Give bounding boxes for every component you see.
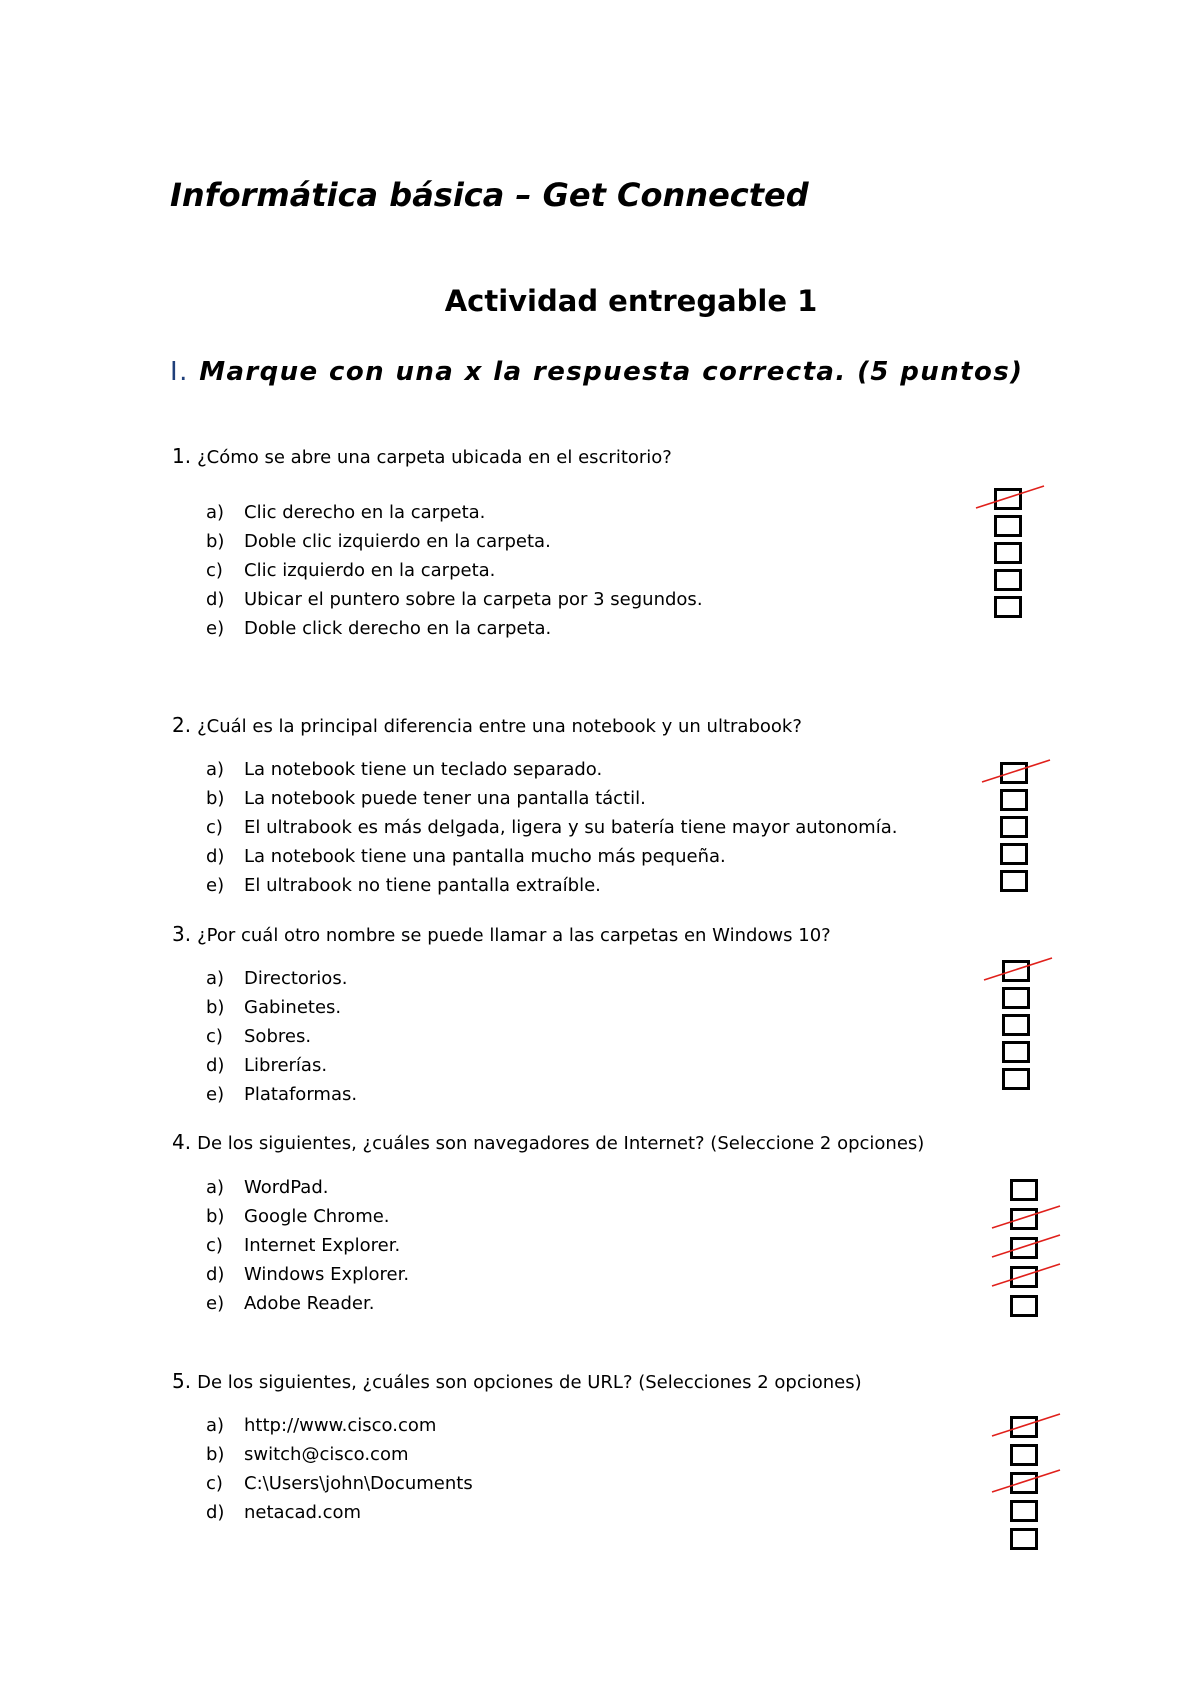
answer-checkbox[interactable] xyxy=(1010,1237,1038,1259)
option-letter: b) xyxy=(206,997,225,1018)
option-text: Adobe Reader. xyxy=(244,1293,375,1314)
question-3 xyxy=(172,922,831,946)
option-letter: a) xyxy=(206,502,225,523)
option-text: http://www.cisco.com xyxy=(244,1415,437,1436)
answer-checkbox[interactable] xyxy=(994,596,1022,618)
option-letter: a) xyxy=(206,1415,225,1436)
option-letter: e) xyxy=(206,875,225,896)
answer-checkbox[interactable] xyxy=(1002,1068,1030,1090)
answer-checkbox[interactable] xyxy=(1000,843,1028,865)
option-letter: e) xyxy=(206,618,225,639)
option-text: Gabinetes. xyxy=(244,997,342,1018)
option-letter: d) xyxy=(206,846,225,867)
question-text: ¿Cómo se abre una carpeta ubicada en el escritorio? xyxy=(197,447,672,468)
option-text: El ultrabook no tiene pantalla extraíble. xyxy=(244,875,601,896)
answer-checkbox[interactable] xyxy=(1010,1444,1038,1466)
option-text: Doble clic izquierdo en la carpeta. xyxy=(244,531,551,552)
option-text: Clic derecho en la carpeta. xyxy=(244,502,486,523)
question-number: 1. xyxy=(172,444,192,468)
answer-checkbox[interactable] xyxy=(1010,1528,1038,1550)
option-text: Internet Explorer. xyxy=(244,1235,401,1256)
option-letter: e) xyxy=(206,1293,225,1314)
question-text: ¿Por cuál otro nombre se puede llamar a las carpetas en Windows 10? xyxy=(197,925,831,946)
option-letter: b) xyxy=(206,788,225,809)
option-letter: d) xyxy=(206,589,225,610)
answer-checkbox[interactable] xyxy=(1010,1208,1038,1230)
option-text: Clic izquierdo en la carpeta. xyxy=(244,560,496,581)
option-letter: a) xyxy=(206,968,225,989)
option-text: Sobres. xyxy=(244,1026,312,1047)
answer-checkbox[interactable] xyxy=(1000,816,1028,838)
option-text: Ubicar el puntero sobre la carpeta por 3 segundos. xyxy=(244,589,703,610)
answer-checkbox[interactable] xyxy=(1002,987,1030,1009)
question-text: De los siguientes, ¿cuáles son opciones de URL? (Selecciones 2 opciones) xyxy=(197,1372,862,1393)
answer-checkbox[interactable] xyxy=(1000,789,1028,811)
answer-checkbox[interactable] xyxy=(1010,1179,1038,1201)
answer-checkbox[interactable] xyxy=(1010,1266,1038,1288)
option-text: C:\Users\john\Documents xyxy=(244,1473,473,1494)
instruction-text: Marque con una x la respuesta correcta. (5 puntos) xyxy=(199,357,1024,387)
option-letter: c) xyxy=(206,817,223,838)
option-text: La notebook tiene un teclado separado. xyxy=(244,759,603,780)
question-1 xyxy=(172,444,672,468)
option-text: Directorios. xyxy=(244,968,348,989)
option-text: netacad.com xyxy=(244,1502,362,1523)
answer-checkbox[interactable] xyxy=(1010,1416,1038,1438)
document-title: Informática básica – Get Connected xyxy=(170,176,809,214)
question-text: De los siguientes, ¿cuáles son navegadores de Internet? (Seleccione 2 opciones) xyxy=(197,1133,925,1154)
option-text: Windows Explorer. xyxy=(244,1264,410,1285)
question-5 xyxy=(172,1369,862,1393)
section-number: I. xyxy=(170,357,189,387)
option-text: La notebook puede tener una pantalla táctil. xyxy=(244,788,646,809)
option-text: Doble click derecho en la carpeta. xyxy=(244,618,552,639)
question-2 xyxy=(172,713,802,737)
option-letter: c) xyxy=(206,1473,223,1494)
activity-title: Actividad entregable 1 xyxy=(444,284,818,318)
answer-checkbox[interactable] xyxy=(1010,1472,1038,1494)
answer-checkbox[interactable] xyxy=(1002,1014,1030,1036)
option-text: WordPad. xyxy=(244,1177,329,1198)
answer-checkbox[interactable] xyxy=(994,569,1022,591)
question-number: 5. xyxy=(172,1369,192,1393)
option-text: switch@cisco.com xyxy=(244,1444,409,1465)
option-letter: d) xyxy=(206,1264,225,1285)
answer-checkbox[interactable] xyxy=(1000,762,1028,784)
question-number: 2. xyxy=(172,713,192,737)
option-letter: c) xyxy=(206,560,223,581)
question-number: 4. xyxy=(172,1130,192,1154)
option-letter: d) xyxy=(206,1055,225,1076)
answer-checkbox[interactable] xyxy=(1000,870,1028,892)
option-text: Plataformas. xyxy=(244,1084,358,1105)
answer-checkbox[interactable] xyxy=(1010,1295,1038,1317)
option-letter: c) xyxy=(206,1026,223,1047)
option-letter: e) xyxy=(206,1084,225,1105)
option-text: Google Chrome. xyxy=(244,1206,390,1227)
option-text: La notebook tiene una pantalla mucho más pequeña. xyxy=(244,846,726,867)
question-4 xyxy=(172,1130,924,1154)
question-number: 3. xyxy=(172,922,192,946)
option-text: El ultrabook es más delgada, ligera y su batería tiene mayor autonomía. xyxy=(244,817,898,838)
answer-checkbox[interactable] xyxy=(1002,960,1030,982)
answer-checkbox[interactable] xyxy=(994,542,1022,564)
option-letter: d) xyxy=(206,1502,225,1523)
answer-checkbox[interactable] xyxy=(994,515,1022,537)
option-letter: c) xyxy=(206,1235,223,1256)
option-letter: a) xyxy=(206,759,225,780)
answer-checkbox[interactable] xyxy=(1002,1041,1030,1063)
option-letter: b) xyxy=(206,1444,225,1465)
answer-checkbox[interactable] xyxy=(994,488,1022,510)
option-letter: a) xyxy=(206,1177,225,1198)
option-letter: b) xyxy=(206,531,225,552)
instruction-heading xyxy=(170,357,1023,387)
answer-checkbox[interactable] xyxy=(1010,1500,1038,1522)
question-text: ¿Cuál es la principal diferencia entre una notebook y un ultrabook? xyxy=(197,716,802,737)
option-text: Librerías. xyxy=(244,1055,328,1076)
option-letter: b) xyxy=(206,1206,225,1227)
